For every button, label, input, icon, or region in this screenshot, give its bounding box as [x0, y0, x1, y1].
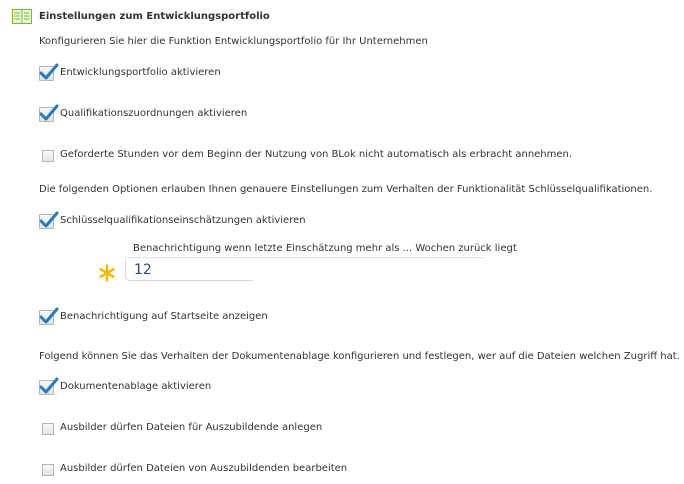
checkmark-icon: [39, 104, 59, 122]
portfolio-checkbox[interactable]: [39, 63, 59, 81]
checkmark-icon: [39, 377, 59, 395]
key-qualifications-checkbox[interactable]: [39, 211, 59, 229]
key-qualifications-label: Schlüsselqualifikationseinschätzungen aktivieren: [60, 215, 306, 226]
book-icon: [12, 9, 32, 24]
documents-note: Folgend können Sie das Verhalten der Dokumentenablage konfigurieren und festlegen, wer auf die Dateien welchen Zugriff hat.: [39, 351, 680, 362]
trainer-edit-label: Ausbilder dürfen Dateien von Auszubildenden bearbeiten: [60, 463, 348, 474]
checkmark-icon: [39, 307, 59, 325]
trainer-edit-checkbox[interactable]: [42, 464, 54, 476]
weeks-field-label: Benachrichtigung wenn letzte Einschätzung mehr als ... Wochen zurück liegt: [133, 243, 517, 254]
page-title: Einstellungen zum Entwicklungsportfolio: [39, 11, 270, 22]
qualifications-label: Qualifikationszuordnungen aktivieren: [60, 108, 248, 119]
asterisk-icon: [98, 264, 116, 282]
document-storage-checkbox[interactable]: [39, 377, 59, 395]
field-divider: [128, 257, 483, 258]
trainer-create-checkbox[interactable]: [42, 423, 54, 435]
startpage-notification-label: Benachrichtigung auf Startseite anzeigen: [60, 311, 268, 322]
weeks-input[interactable]: [125, 259, 253, 281]
trainer-create-label: Ausbilder dürfen Dateien für Auszubildende anlegen: [60, 422, 323, 433]
startpage-notification-checkbox[interactable]: [39, 307, 59, 325]
intro-text: Konfigurieren Sie hier die Funktion Entwicklungsportfolio für Ihr Unternehmen: [39, 36, 428, 47]
document-storage-label: Dokumentenablage aktivieren: [60, 381, 212, 392]
hours-checkbox[interactable]: [42, 150, 54, 162]
checkmark-icon: [39, 211, 59, 229]
checkmark-icon: [39, 63, 59, 81]
portfolio-label: Entwicklungsportfolio aktivieren: [60, 67, 221, 78]
key-qualifications-note: Die folgenden Optionen erlauben Ihnen genauere Einstellungen zum Verhalten der Funktionalität Schlüsselqualifikationen.: [39, 184, 653, 195]
qualifications-checkbox[interactable]: [39, 104, 59, 122]
hours-label: Geforderte Stunden vor dem Beginn der Nutzung von BLok nicht automatisch als erbracht annehmen.: [60, 149, 573, 160]
